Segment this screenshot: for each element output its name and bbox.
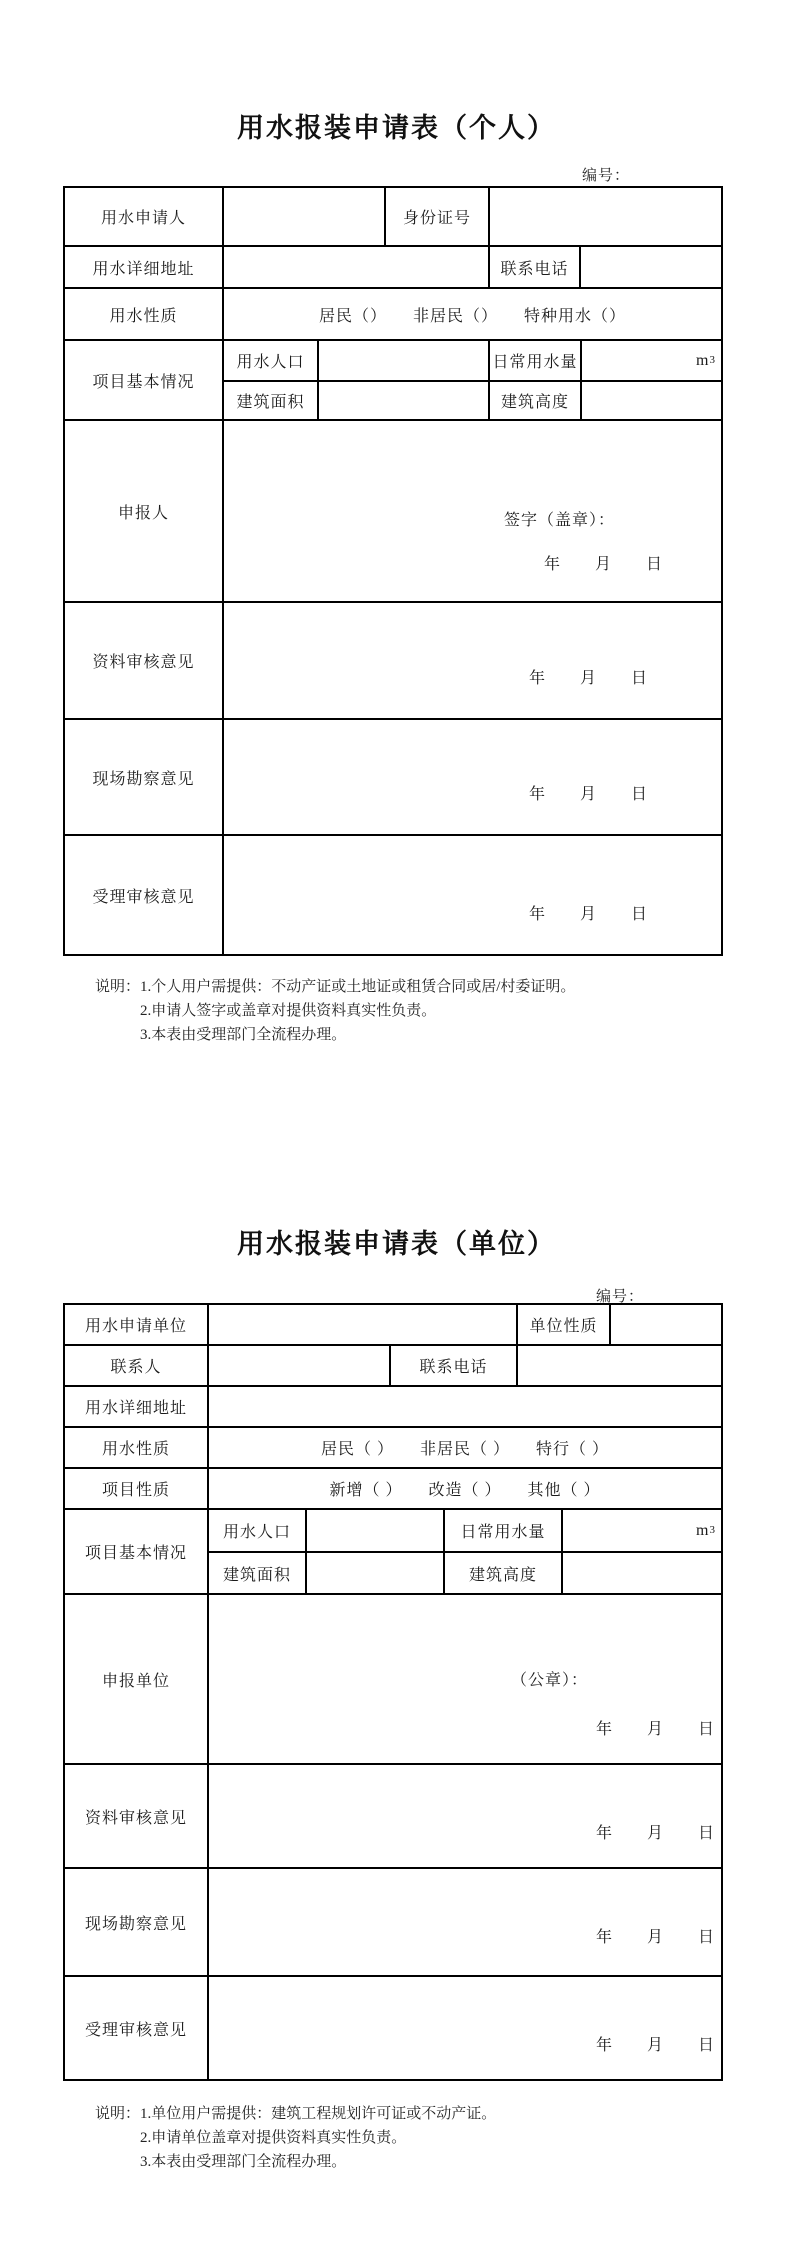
f2-project-subrow-2 bbox=[209, 1553, 721, 1593]
f2-phone-value-field bbox=[518, 1346, 721, 1385]
f2-review-site-area bbox=[209, 1869, 721, 1975]
f2-review-accept-area bbox=[209, 1977, 721, 2079]
form1-row-review-accept bbox=[65, 836, 721, 954]
form1-row-review-docs bbox=[65, 603, 721, 720]
f1-note-line-2: 2.申请人签字或盖章对提供资料真实性负责。 bbox=[140, 1003, 437, 1019]
form2-title: 用水报装申请表（单位） bbox=[237, 1229, 556, 1259]
f1-review-docs-date-line: 年 月 日 bbox=[528, 670, 648, 687]
f1-phone-label: 联系电话 bbox=[490, 247, 581, 287]
f1-review-site-area bbox=[224, 720, 721, 834]
f1-review-site-date-line: 年 月 日 bbox=[528, 786, 648, 803]
f2-daily-usage-value-field bbox=[563, 1510, 721, 1551]
form2-row-water-nature bbox=[65, 1428, 721, 1469]
f2-review-site-date-line: 年 月 日 bbox=[595, 1929, 715, 1946]
form2-row-applicant bbox=[65, 1305, 721, 1346]
f2-review-docs-label: 资料审核意见 bbox=[65, 1765, 209, 1867]
f2-address-label: 用水详细地址 bbox=[65, 1387, 209, 1426]
f1-project-subrow-2 bbox=[224, 382, 721, 419]
f2-water-nature-label: 用水性质 bbox=[65, 1428, 209, 1467]
f2-note-line-3: 3.本表由受理部门全流程办理。 bbox=[140, 2154, 347, 2170]
f1-review-site-label: 现场勘察意见 bbox=[65, 720, 224, 834]
f2-org-nature-label: 单位性质 bbox=[518, 1305, 611, 1344]
form1-notes bbox=[95, 975, 715, 1047]
f1-declarant-area bbox=[224, 421, 721, 601]
f1-project-label: 项目基本情况 bbox=[65, 341, 224, 419]
f2-height-label: 建筑高度 bbox=[445, 1553, 563, 1593]
f2-declarant-date-line: 年 月 日 bbox=[595, 1721, 715, 1738]
f2-project-label: 项目基本情况 bbox=[65, 1510, 209, 1593]
f1-area-label: 建筑面积 bbox=[224, 382, 319, 419]
f1-unit-m: m bbox=[696, 351, 710, 369]
form1-serial-label: 编号： bbox=[582, 168, 631, 184]
f1-population-label: 用水人口 bbox=[224, 341, 319, 380]
f1-declarant-label: 申报人 bbox=[65, 421, 224, 601]
f1-review-accept-label: 受理审核意见 bbox=[65, 836, 224, 954]
f2-project-subrow-1 bbox=[209, 1510, 721, 1553]
f1-declarant-date-line: 年 月 日 bbox=[544, 556, 664, 573]
f2-water-nature-options: 居民（ ） 非居民（ ） 特行（ ） bbox=[320, 1441, 609, 1458]
form2-notes bbox=[95, 2102, 715, 2174]
f2-height-value-field bbox=[563, 1553, 721, 1593]
form1-row-declarant bbox=[65, 421, 721, 603]
form2-row-contact bbox=[65, 1346, 721, 1387]
f1-height-value-field bbox=[582, 382, 721, 419]
f1-unit-sup: 3 bbox=[709, 354, 716, 366]
form1-row-water-nature bbox=[65, 289, 721, 341]
f1-review-docs-area bbox=[224, 603, 721, 718]
f2-applicant-label: 用水申请单位 bbox=[65, 1305, 209, 1344]
form1-row-address bbox=[65, 247, 721, 289]
form2-serial-label: 编号： bbox=[596, 1289, 645, 1305]
form1-row-review-site bbox=[65, 720, 721, 836]
f1-notes-prefix: 说明： bbox=[95, 979, 141, 995]
f2-notes-prefix: 说明： bbox=[95, 2106, 141, 2122]
form1-table bbox=[63, 186, 723, 956]
f2-unit-sup: 3 bbox=[709, 1524, 716, 1536]
f1-review-docs-label: 资料审核意见 bbox=[65, 603, 224, 718]
f2-project-nature-label: 项目性质 bbox=[65, 1469, 209, 1508]
f2-review-docs-date-line: 年 月 日 bbox=[595, 1825, 715, 1842]
f1-phone-value-field bbox=[581, 247, 721, 287]
f2-review-docs-area bbox=[209, 1765, 721, 1867]
f2-note-line-2: 2.申请单位盖章对提供资料真实性负责。 bbox=[140, 2130, 407, 2146]
form2-table bbox=[63, 1303, 723, 2081]
form1-title: 用水报装申请表（个人） bbox=[237, 113, 556, 143]
f1-project-subrow-1 bbox=[224, 341, 721, 382]
f2-declarant-area bbox=[209, 1595, 721, 1763]
f1-note-line-3: 3.本表由受理部门全流程办理。 bbox=[140, 1027, 347, 1043]
f2-population-value-field bbox=[307, 1510, 445, 1551]
f2-population-label: 用水人口 bbox=[209, 1510, 307, 1551]
f2-seal-label: （公章）： bbox=[511, 1672, 589, 1689]
f1-water-nature-label: 用水性质 bbox=[65, 289, 224, 339]
f1-signature-label: 签字（盖章）： bbox=[504, 512, 616, 529]
f2-daily-usage-label: 日常用水量 bbox=[445, 1510, 563, 1551]
form2-row-project-basic bbox=[65, 1510, 721, 1595]
form2-row-declarant bbox=[65, 1595, 721, 1765]
form2-row-project-nature bbox=[65, 1469, 721, 1510]
f2-declarant-label: 申报单位 bbox=[65, 1595, 209, 1763]
f1-daily-usage-value-field bbox=[582, 341, 721, 380]
f2-area-label: 建筑面积 bbox=[209, 1553, 307, 1593]
f2-area-value-field bbox=[307, 1553, 445, 1593]
f2-applicant-value-field bbox=[209, 1305, 518, 1344]
f1-id-value-field bbox=[490, 188, 721, 245]
f2-project-nature-options: 新增（ ） 改造（ ） 其他（ ） bbox=[329, 1482, 601, 1499]
f2-review-accept-date-line: 年 月 日 bbox=[595, 2037, 715, 2054]
form2-row-review-docs bbox=[65, 1765, 721, 1869]
f1-area-value-field bbox=[319, 382, 490, 419]
f2-org-nature-value-field bbox=[611, 1305, 721, 1344]
form1-row-project-basic bbox=[65, 341, 721, 421]
f2-review-accept-label: 受理审核意见 bbox=[65, 1977, 209, 2079]
f1-review-accept-area bbox=[224, 836, 721, 954]
f1-daily-usage-label: 日常用水量 bbox=[490, 341, 582, 380]
f2-contact-label: 联系人 bbox=[65, 1346, 209, 1385]
f2-note-line-1: 1.单位用户需提供：建筑工程规划许可证或不动产证。 bbox=[140, 2106, 497, 2122]
f1-note-line-1: 1.个人用户需提供：不动产证或土地证或租赁合同或居/村委证明。 bbox=[140, 979, 576, 995]
f1-address-label: 用水详细地址 bbox=[65, 247, 224, 287]
f2-contact-value-field bbox=[209, 1346, 391, 1385]
form2-row-review-accept bbox=[65, 1977, 721, 2079]
form2-row-address bbox=[65, 1387, 721, 1428]
f1-height-label: 建筑高度 bbox=[490, 382, 582, 419]
f1-id-label: 身份证号 bbox=[386, 188, 490, 245]
f1-applicant-value-field bbox=[224, 188, 386, 245]
f1-population-value-field bbox=[319, 341, 490, 380]
f1-applicant-label: 用水申请人 bbox=[65, 188, 224, 245]
f1-review-accept-date-line: 年 月 日 bbox=[528, 906, 648, 923]
f1-water-nature-options: 居民（） 非居民（） 特种用水（） bbox=[318, 307, 626, 325]
f2-phone-label: 联系电话 bbox=[391, 1346, 518, 1385]
f2-unit-m: m bbox=[696, 1521, 710, 1539]
form1-row-applicant bbox=[65, 188, 721, 247]
f2-address-value-field bbox=[209, 1387, 721, 1426]
form2-row-review-site bbox=[65, 1869, 721, 1977]
f2-review-site-label: 现场勘察意见 bbox=[65, 1869, 209, 1975]
f1-address-value-field bbox=[224, 247, 490, 287]
